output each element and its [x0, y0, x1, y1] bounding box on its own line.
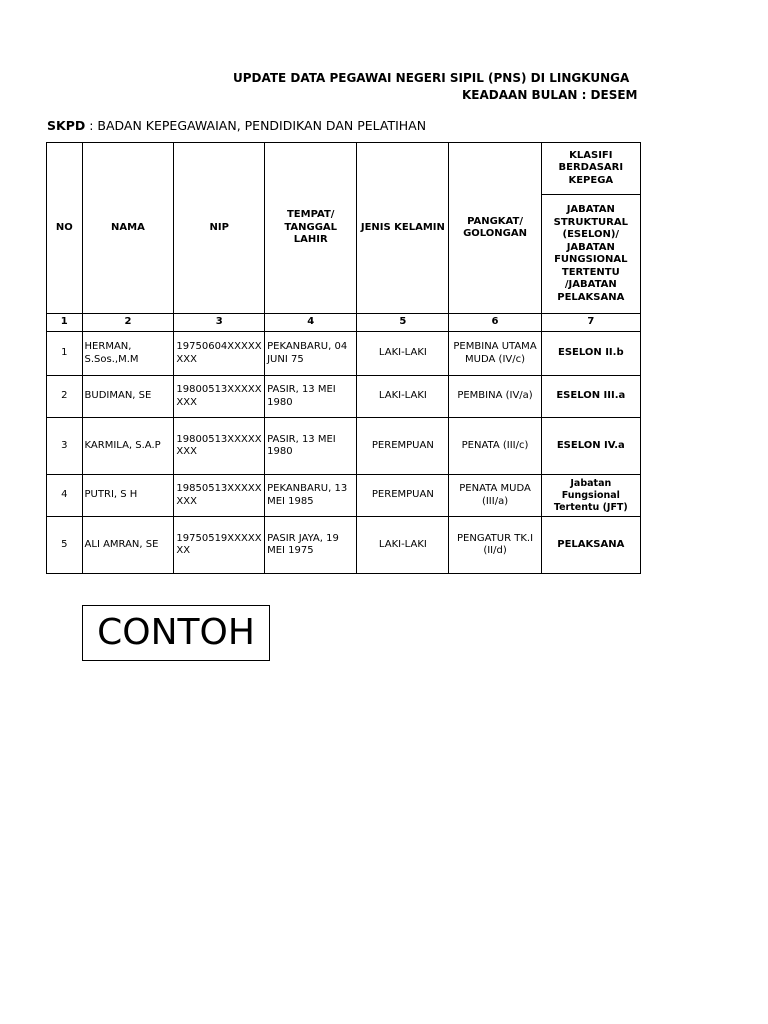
cell-no: 3 [47, 418, 83, 475]
column-number: 2 [82, 314, 174, 332]
column-number: 4 [265, 314, 357, 332]
header-pangkat: PANGKAT/ GOLONGAN [449, 143, 541, 314]
header-no: NO [47, 143, 83, 314]
header-ttl: TEMPAT/ TANGGAL LAHIR [265, 143, 357, 314]
cell-nama: BUDIMAN, SE [82, 376, 174, 418]
cell-no: 4 [47, 475, 83, 517]
contoh-stamp: CONTOH [82, 605, 270, 661]
cell-klasifikasi: Jabatan Fungsional Tertentu (JFT) [541, 475, 640, 517]
cell-klasifikasi: ESELON II.b [541, 332, 640, 376]
cell-pangkat: PEMBINA UTAMA MUDA (IV/c) [449, 332, 541, 376]
cell-pangkat: PENGATUR TK.I (II/d) [449, 517, 541, 574]
column-number-row [47, 314, 641, 332]
document-subtitle: KEADAAN BULAN : DESEM [462, 88, 638, 102]
column-number: 5 [357, 314, 449, 332]
skpd-label: SKPD [47, 118, 86, 133]
header-row [47, 143, 641, 195]
cell-nip: 19750604XXXXXXXX [174, 332, 265, 376]
cell-no: 5 [47, 517, 83, 574]
header-nama: NAMA [82, 143, 174, 314]
cell-ttl: PASIR, 13 MEI 1980 [265, 376, 357, 418]
cell-nama: PUTRI, S H [82, 475, 174, 517]
column-number: 7 [541, 314, 640, 332]
table-row [47, 332, 641, 376]
table-row [47, 517, 641, 574]
skpd-line [47, 118, 426, 133]
column-number: 3 [174, 314, 265, 332]
cell-klasifikasi: ESELON IV.a [541, 418, 640, 475]
cell-no: 1 [47, 332, 83, 376]
cell-jenis-kelamin: LAKI-LAKI [357, 332, 449, 376]
table-row [47, 376, 641, 418]
cell-nip: 19750519XXXXXXX [174, 517, 265, 574]
table-row [47, 418, 641, 475]
cell-nip: 19800513XXXXXXXX [174, 418, 265, 475]
cell-nama: HERMAN, S.Sos.,M.M [82, 332, 174, 376]
cell-pangkat: PENATA (III/c) [449, 418, 541, 475]
header-nip: NIP [174, 143, 265, 314]
cell-no: 2 [47, 376, 83, 418]
cell-jenis-kelamin: LAKI-LAKI [357, 376, 449, 418]
cell-klasifikasi: ESELON III.a [541, 376, 640, 418]
cell-ttl: PEKANBARU, 04 JUNI 75 [265, 332, 357, 376]
cell-pangkat: PEMBINA (IV/a) [449, 376, 541, 418]
header-jenis-kelamin: JENIS KELAMIN [357, 143, 449, 314]
cell-nip: 19850513XXXXXXXX [174, 475, 265, 517]
employee-table [46, 142, 641, 574]
skpd-value: : BADAN KEPEGAWAIAN, PENDIDIKAN DAN PELATIHAN [85, 118, 427, 133]
cell-jenis-kelamin: LAKI-LAKI [357, 517, 449, 574]
column-number: 6 [449, 314, 541, 332]
cell-jenis-kelamin: PEREMPUAN [357, 475, 449, 517]
header-jabatan: JABATAN STRUKTURAL (ESELON)/ JABATAN FUNGSIONAL TERTENTU /JABATAN PELAKSANA [541, 195, 640, 314]
column-number: 1 [47, 314, 83, 332]
cell-nama: ALI AMRAN, SE [82, 517, 174, 574]
table-row [47, 475, 641, 517]
cell-klasifikasi: PELAKSANA [541, 517, 640, 574]
cell-ttl: PASIR JAYA, 19 MEI 1975 [265, 517, 357, 574]
header-klasifikasi: KLASIFI BERDASARI KEPEGA [541, 143, 640, 195]
cell-ttl: PEKANBARU, 13 MEI 1985 [265, 475, 357, 517]
cell-jenis-kelamin: PEREMPUAN [357, 418, 449, 475]
document-title: UPDATE DATA PEGAWAI NEGERI SIPIL (PNS) DI LINGKUNGA [233, 71, 630, 85]
cell-nama: KARMILA, S.A.P [82, 418, 174, 475]
cell-ttl: PASIR, 13 MEI 1980 [265, 418, 357, 475]
cell-nip: 19800513XXXXXXXX [174, 376, 265, 418]
cell-pangkat: PENATA MUDA (III/a) [449, 475, 541, 517]
